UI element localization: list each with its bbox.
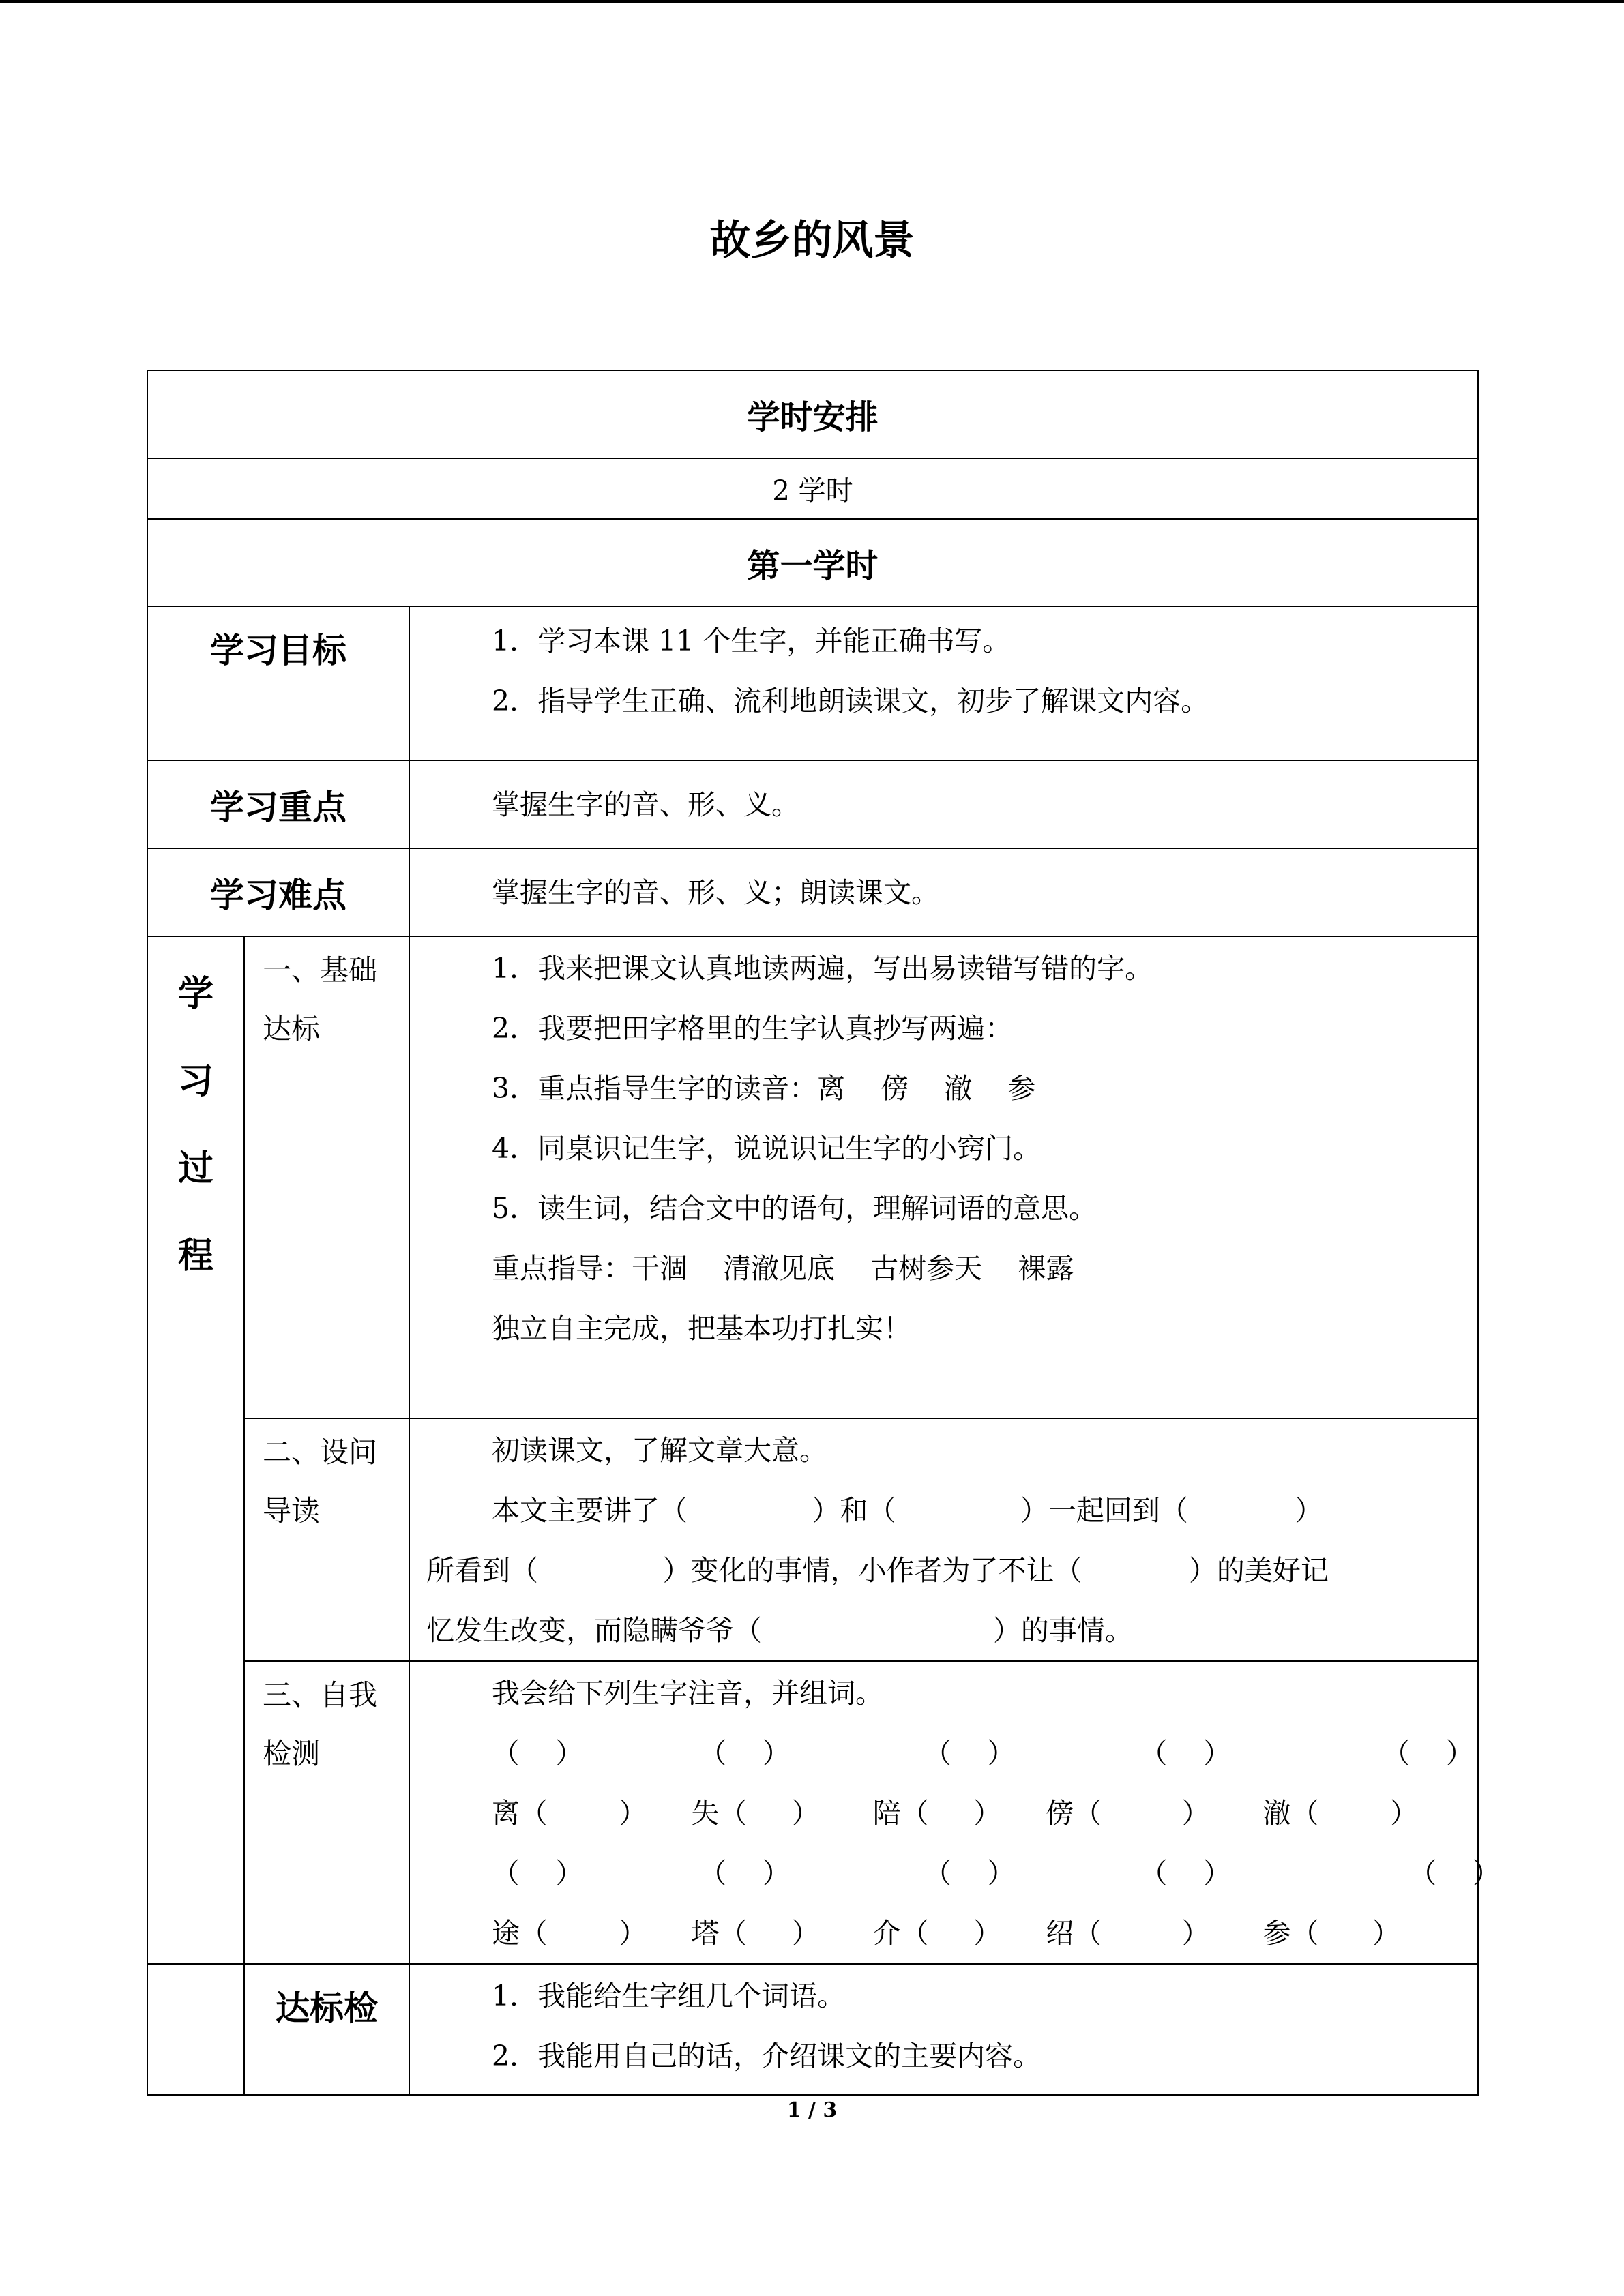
self-check-label-line: 三、自我 [263, 1678, 378, 1712]
guided-line: 本文主要讲了（ ）和（ ）一起回到（ ） [492, 1494, 1323, 1527]
objectives-row [147, 606, 1478, 760]
process-label-char: 学 [177, 974, 213, 1015]
basic-row [147, 936, 1478, 1418]
basic-line: 独立自主完成，把基本功打扎实！ [492, 1312, 911, 1345]
basic-label [244, 936, 409, 1418]
guided-line: 忆发生改变，而隐瞒爷爷（ ）的事情。 [426, 1614, 1133, 1647]
lesson-plan-table [147, 370, 1501, 2096]
schedule-value: 2 学时 [147, 458, 1478, 519]
assessment-row [147, 1964, 1478, 2095]
self-check-content [409, 1661, 1501, 1964]
key-points-label: 学习重点 [147, 760, 409, 848]
self-check-line: 离（ ） 失（ ） 陪（ ） 傍（ ） 澈（ ） [492, 1797, 1418, 1830]
objective-item: 1．学习本课 11 个生字，并能正确书写。 [492, 625, 1011, 657]
document-title: 故乡的风景 [709, 217, 915, 265]
lesson-header-row [147, 519, 1478, 606]
guided-label-line: 导读 [263, 1494, 321, 1527]
assessment-item: 2．我能用自己的话，介绍课文的主要内容。 [492, 2040, 1042, 2072]
guided-content [409, 1418, 1478, 1661]
difficulties-content [409, 848, 1478, 936]
basic-line: 重点指导：干涸 清澈见底 古树参天 裸露 [492, 1252, 1074, 1285]
self-check-line: （ ） （ ） （ ） （ ） （ ） [492, 1737, 1474, 1770]
difficulties-text: 掌握生字的音、形、义；朗读课文。 [492, 876, 939, 909]
process-label-char: 过 [177, 1148, 213, 1189]
basic-label-line: 达标 [263, 1012, 321, 1045]
objectives-content [409, 606, 1478, 760]
basic-label-line: 一、基础 [263, 953, 378, 987]
objective-item: 2．指导学生正确、流利地朗读课文，初步了解课文内容。 [492, 685, 1209, 717]
basic-line: 3．重点指导生字的读音：离 傍 澈 参 [492, 1072, 1036, 1105]
assessment-spacer [147, 1964, 244, 2095]
basic-line: 4．同桌识记生字，说说识记生字的小窍门。 [492, 1132, 1042, 1165]
self-check-line: 我会给下列生字注音，并组词。 [492, 1677, 883, 1710]
difficulties-label: 学习难点 [147, 848, 409, 936]
guided-label-line: 二、设问 [263, 1435, 378, 1469]
guided-line: 初读课文，了解文章大意。 [492, 1434, 827, 1467]
key-points-text: 掌握生字的音、形、义。 [492, 788, 799, 821]
guided-label [244, 1418, 409, 1661]
key-points-row [147, 760, 1478, 848]
objectives-label: 学习目标 [147, 606, 409, 760]
assessment-item: 1．我能给生字组几个词语。 [492, 1980, 846, 2012]
assessment-content [409, 1964, 1478, 2095]
self-check-line: 途（ ） 塔（ ） 介（ ） 绍（ ） 参（ ） [492, 1917, 1400, 1950]
process-label-char: 习 [177, 1061, 213, 1102]
self-check-label-line: 检测 [263, 1737, 321, 1770]
schedule-header: 学时安排 [147, 370, 1478, 458]
basic-line: 1．我来把课文认真地读两遍，写出易读错写错的字。 [492, 952, 1153, 985]
basic-line: 2．我要把田字格里的生字认真抄写两遍： [492, 1012, 1014, 1045]
guided-row [147, 1418, 1478, 1661]
difficulties-row [147, 848, 1478, 936]
page-number: 1 / 3 [786, 2098, 838, 2122]
process-label [147, 936, 244, 1964]
guided-line: 所看到（ ）变化的事情，小作者为了不让（ ）的美好记 [426, 1554, 1329, 1587]
key-points-content [409, 760, 1478, 848]
assessment-label: 达标检 [244, 1964, 409, 2095]
schedule-value-row [147, 458, 1478, 519]
lesson-header: 第一学时 [147, 519, 1478, 606]
self-check-line: （ ） （ ） （ ） （ ） （ ） [492, 1857, 1501, 1890]
top-border-line [0, 0, 1624, 3]
self-check-row [147, 1661, 1478, 1964]
basic-content [409, 936, 1478, 1418]
basic-line: 5．读生词，结合文中的语句，理解词语的意思。 [492, 1192, 1097, 1225]
self-check-label [244, 1661, 409, 1964]
schedule-header-row [147, 370, 1478, 458]
process-label-char: 程 [177, 1236, 213, 1277]
